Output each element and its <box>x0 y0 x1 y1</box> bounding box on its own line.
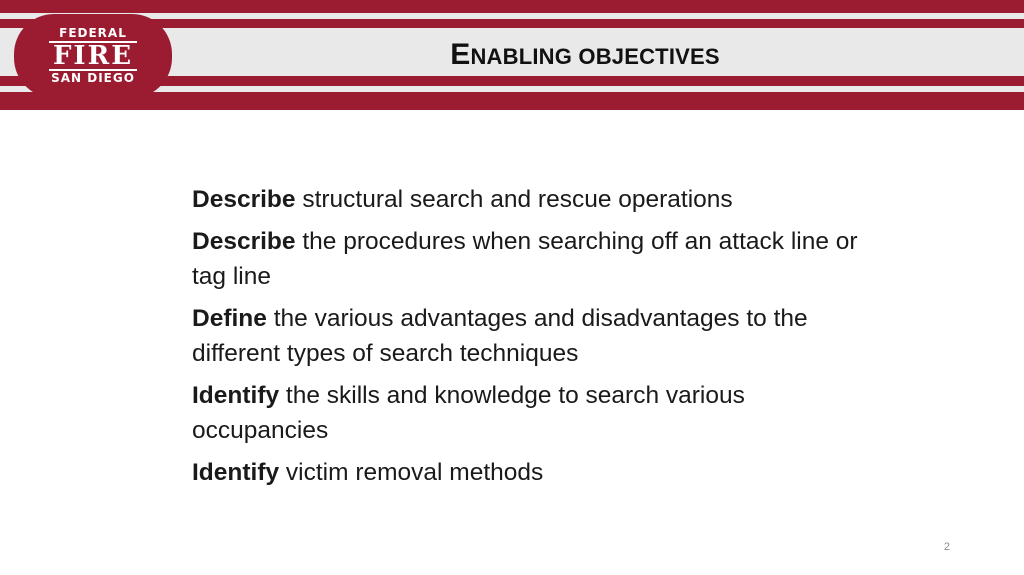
objective-item <box>192 224 872 294</box>
header-stripe <box>0 13 1024 19</box>
objective-text: the procedures when searching off an attack line or tag line <box>192 228 858 290</box>
objective-item <box>192 455 872 490</box>
page-number: 2 <box>943 541 950 553</box>
objective-text: victim removal methods <box>279 459 544 486</box>
objective-verb: Describe <box>192 186 296 213</box>
objective-item <box>192 182 872 217</box>
logo-line-3: SAN DIEGO <box>51 71 135 85</box>
objective-text: the skills and knowledge to search various occupancies <box>192 382 745 444</box>
header-banner <box>0 0 1024 110</box>
objective-item <box>192 378 872 448</box>
federal-fire-logo <box>14 14 172 98</box>
slide-title-rest: NABLING OBJECTIVES <box>470 44 720 69</box>
objective-item <box>192 301 872 371</box>
slide-title-initial: E <box>450 38 471 71</box>
objective-verb: Identify <box>192 382 280 409</box>
objective-text: the various advantages and disadvantages to the different types of search techniques <box>192 305 808 367</box>
objective-text: structural search and rescue operations <box>295 186 733 213</box>
objective-verb: Identify <box>192 459 280 486</box>
logo-line-1: FEDERAL <box>59 26 127 40</box>
objectives-list <box>192 182 872 497</box>
slide-title <box>170 38 1000 72</box>
objective-verb: Define <box>192 305 267 332</box>
logo-line-2: FIRE <box>49 41 137 71</box>
objective-verb: Describe <box>192 228 296 255</box>
